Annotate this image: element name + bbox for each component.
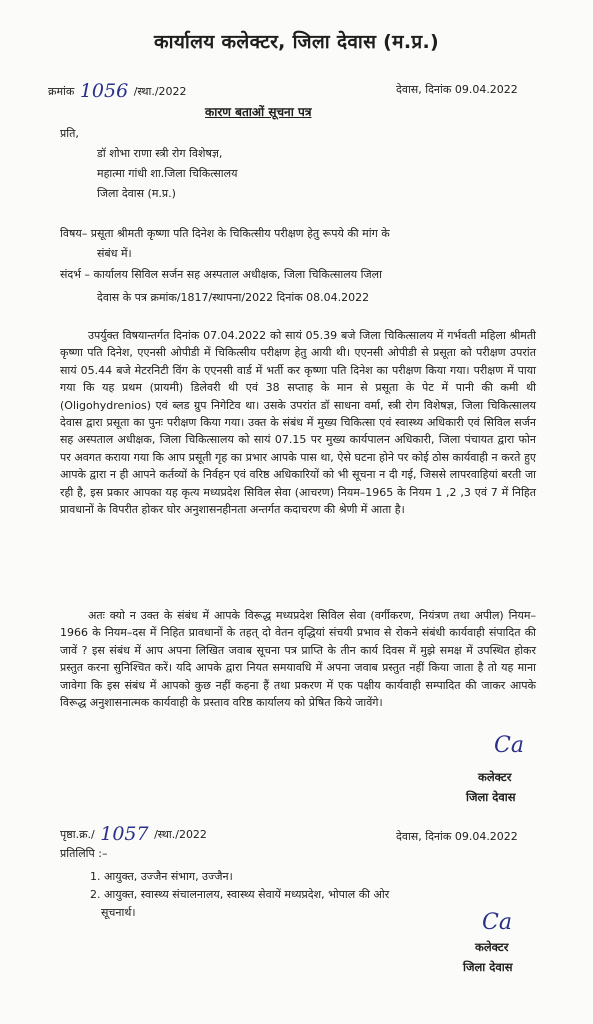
- reference-label: क्रमांक: [48, 85, 75, 98]
- recipient-name: डॉ शोभा राणा स्त्री रोग विशेषज्ञ,: [97, 147, 223, 160]
- reference-number-row: [48, 80, 187, 102]
- handwritten-signature-1: Ca: [494, 733, 524, 758]
- office-title: कार्यालय कलेक्टर, जिला देवास (म.प्र.): [154, 31, 439, 53]
- signature-1-title: कलेक्टर: [478, 770, 512, 784]
- copy-label: प्रतिलिपि :–: [60, 847, 108, 860]
- body-paragraph-2: अतः क्यो न उक्त के संबंध में आपके विरूद्ध मध्यप्रदेश सिविल सेवा (वर्गीकरण, नियंत्रण तथा अपील) नियम–1966 के नियम–दस में निहित प्रावधानों के तहत् दो वेतन वृद्धियां संचयी प्रभाव से रोकने संबंधी कार्यवाही संपादित की जावें ? इस संबंध में आप अपना लिखित जवाब सूचना पत्र प्राप्ति के तीन कार्य दिवस में मुझे समक्ष में उपस्थित होकर प्रस्तुत करना सुनिश्चित करें। यदि आपके द्वारा नियत समयावधि में अपना जवाब प्रस्तुत नहीं किया जाता है तो यह माना जावेगा कि इस संबंध में आपको कुछ नहीं कहना हैं तथा प्रकरण में एक पक्षीय कार्यवाही सम्पादित की जाकर आपके विरूद्ध अनुशासनात्मक कार्यवाही के प्रस्ताव वरिष्ठ कार्यालय को प्रेषित किये जावेंगे।: [60, 609, 536, 710]
- reference-suffix: /स्था./2022: [133, 85, 187, 98]
- body-paragraph-1: उपर्युक्त विषयान्तर्गत दिनांक 07.04.2022 को सायं 05.39 बजे जिला चिकित्सालय में गर्भवती महिला श्रीमती कृष्णा पति दिनेश, एएनसी ओपीडी में चिकित्सीय परीक्षण हेतु आयी थी। एएनसी ओपीडी से प्रसूता को परीक्षण उपरांत सायं 05.44 बजे मेटरनिटी विंग के एएनसी वार्ड में भर्ती कर कृष्णा पति दिनेश का परीक्षण किया गया। परीक्षण में पाया गया कि यह प्रथम (प्रायमी) डिलेवरी थी एवं 38 सप्ताह के मान से प्रसूता के पेट में पानी की कमी थी (Oligohydrenios) एवं ब्लड ग्रुप निगेटिव था। उसके उपरांत डॉ साधना वर्मा, स्त्री रोग विशेषज्ञ, जिला चिकित्सालय देवास द्वारा प्रसूता का पुनः परीक्षण किया गया। उक्त के संबंध में मुख्य चिकित्सा एवं स्वास्थ्य अधिकारी एवं सिविल सर्जन सह अस्पताल अधीक्षक, जिला चिकित्सालय को सायं 07.15 पर मुख्य कार्यपालन अधिकारी, जिला पंचायत द्वारा फोन पर अवगत कराया गया कि आप प्रसूती गृह का प्रभार आपके पास था, ऐसे घटना होने पर कोई ठोस कार्यवाही न करते हुए आपके द्वारा न ही आपने कर्तव्यों के निर्वहन एवं वरिष्ठ अधिकारियों को भी सूचना न दी गई, जिससे लापरवाहियां बरती जा रही है, इस प्रकार आपका यह कृत्य मध्यप्रदेश सिविल सेवा (आचरण) नियम–1965 के नियम 1 ,2 ,3 एवं 7 में निहित प्रावधानों के विपरीत होकर घोर अनुशासनहीनता अन्तर्गत कदाचरण की श्रेणी में आता है।: [60, 329, 536, 517]
- copy-reference-suffix: /स्था./2022: [154, 828, 207, 841]
- copy-date: देवास, दिनांक 09.04.2022: [396, 830, 518, 843]
- copy-item-2: 2. आयुक्त, स्वास्थ्य संचालनालय, स्वास्थ्य सेवायें मध्यप्रदेश, भोपाल की ओर: [90, 888, 390, 901]
- copy-item-2-continued: सूचनार्थ।: [101, 906, 136, 919]
- subject-line-2: संबंध में।: [97, 247, 132, 260]
- letter-date: देवास, दिनांक 09.04.2022: [396, 83, 518, 96]
- handwritten-copy-reference-number: 1057: [100, 823, 149, 845]
- reference-line-2: देवास के पत्र क्रमांक/1817/स्थापना/2022 दिनांक 08.04.2022: [97, 291, 370, 304]
- copy-list: [90, 868, 540, 922]
- copy-item-1: 1. आयुक्त, उज्जैन संभाग, उज्जैन।: [90, 870, 233, 883]
- recipient-prefix: प्रति,: [60, 127, 79, 140]
- recipient-district: जिला देवास (म.प्र.): [97, 187, 176, 200]
- notice-title: कारण बताओं सूचना पत्र: [205, 105, 312, 119]
- handwritten-reference-number: 1056: [79, 80, 129, 102]
- signature-2-district: जिला देवास: [463, 960, 513, 974]
- signature-2-title: कलेक्टर: [475, 940, 509, 954]
- copy-reference-label: पृष्ठा.क्र./: [60, 828, 95, 841]
- handwritten-signature-2: Ca: [482, 910, 512, 935]
- reference-line-1: संदर्भ – कार्यालय सिविल सर्जन सह अस्पताल अधीक्षक, जिला चिकित्सालय जिला: [60, 268, 382, 281]
- signature-1-district: जिला देवास: [466, 790, 516, 804]
- body-paragraph-2-wrap: [60, 607, 536, 711]
- subject-line-1: विषय– प्रसूता श्रीमती कृष्णा पति दिनेश के चिकित्सीय परीक्षण हेतु रूपये की मांग के: [60, 227, 390, 240]
- body-paragraph-1-wrap: [60, 327, 536, 518]
- recipient-hospital: महात्मा गांधी शा.जिला चिकित्सालय: [97, 167, 238, 180]
- copy-reference-row: [60, 823, 207, 845]
